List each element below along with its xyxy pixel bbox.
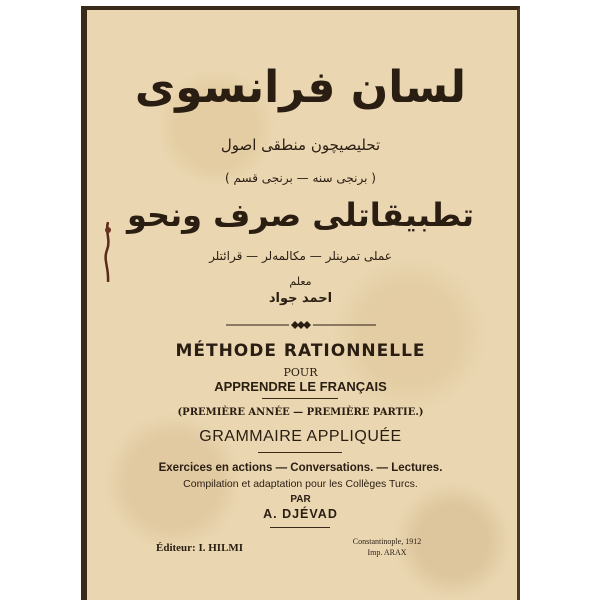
imprint-city: Constantinople, 1912 xyxy=(352,537,422,546)
par-label: PAR xyxy=(290,494,311,505)
arabic-title: لسان فرانسوی xyxy=(134,62,467,113)
contents-line: Exercices en actions — Conversations. — Lectures. xyxy=(158,462,443,474)
arabic-edition: ( برنجی سنه — برنجی قسم ) xyxy=(225,171,376,185)
ornament-divider xyxy=(81,319,520,331)
imprint-printer: Imp. ARAX xyxy=(367,548,407,557)
arabic-contents: عملی تمرینلر — مکالمه‌لر — قرائتلر xyxy=(209,249,392,263)
compilation-line: Compilation et adaptation pour les Collèges Turcs. xyxy=(183,478,418,490)
purpose-title: APPRENDRE LE FRANÇAIS xyxy=(214,379,387,394)
subtitle: GRAMMAIRE APPLIQUÉE xyxy=(199,428,402,445)
editor-line: Éditeur: I. HILMI xyxy=(156,542,244,554)
edition-line: (PREMIÈRE ANNÉE — PREMIÈRE PARTIE.) xyxy=(177,407,424,418)
author-name: A. DJÉVAD xyxy=(263,507,338,521)
arabic-grammar-title: تطبیقاتلی صرف ونحو xyxy=(126,196,475,234)
divider-rule xyxy=(258,452,342,453)
pour-label: POUR xyxy=(283,366,318,379)
main-title: MÉTHODE RATIONNELLE xyxy=(175,341,426,361)
arabic-subtitle: تحلیصیچون منطقی اصول xyxy=(220,136,381,154)
divider-rule xyxy=(262,398,338,399)
divider-rule xyxy=(270,527,330,528)
arabic-teacher-label: معلم xyxy=(289,275,312,288)
arabic-author: احمد جواد xyxy=(268,291,333,306)
imprint xyxy=(322,536,452,558)
